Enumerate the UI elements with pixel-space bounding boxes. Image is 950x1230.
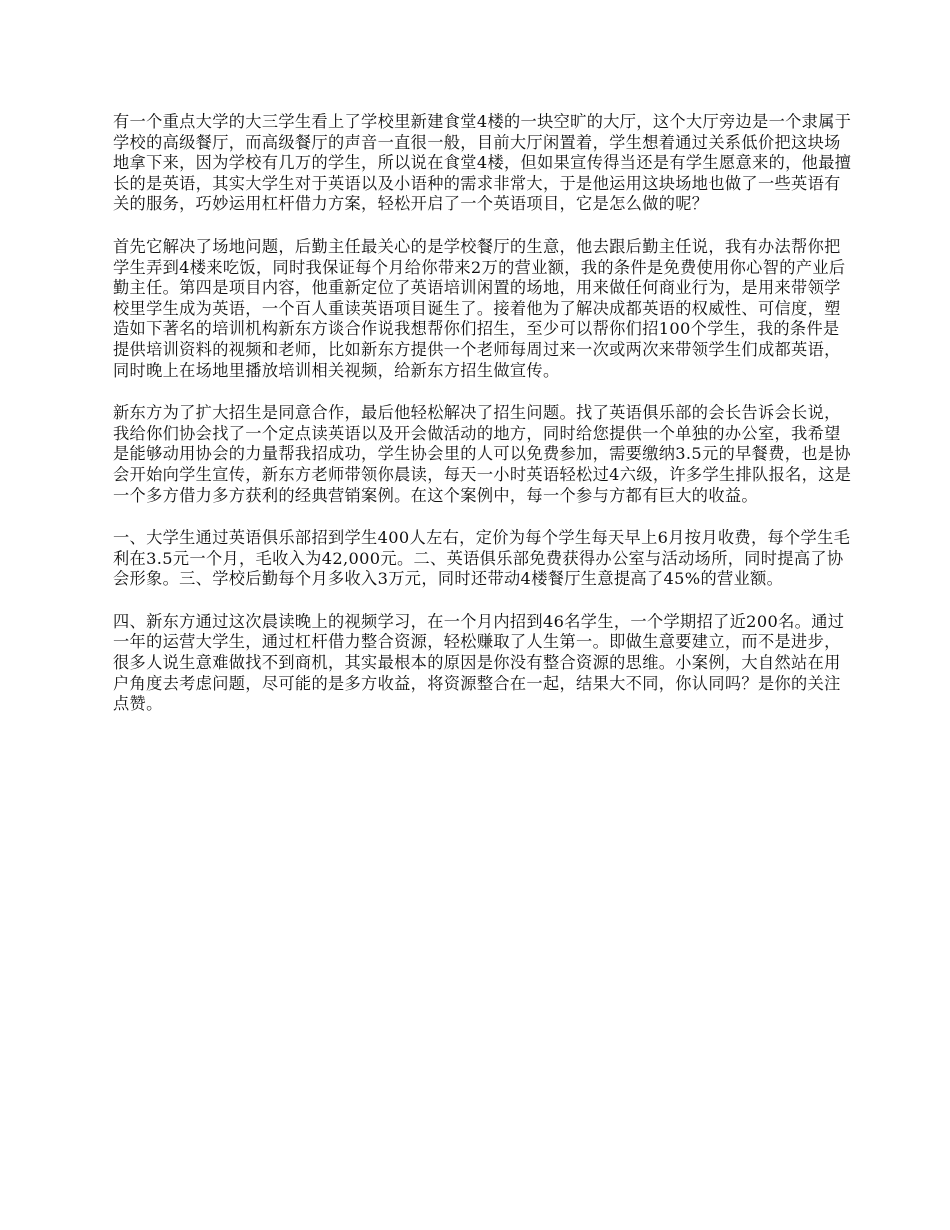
article-body [113,112,853,737]
paragraph-1: 有一个重点大学的大三学生看上了学校里新建食堂4楼的一块空旷的大厅，这个大厅旁边是一个隶属于学校的高级餐厅，而高级餐厅的声音一直很一般，目前大厅闲置着，学生想着通过关系低价把这块场地拿下来，因为学校有几万的学生，所以说在食堂4楼，但如果宣传得当还是有学生愿意来的，他最擅长的是英语，其实大学生对于英语以及小语种的需求非常大，于是他运用这块场地也做了一些英语有关的服务，巧妙运用杠杆借力方案，轻松开启了一个英语项目，它是怎么做的呢？ [113,112,852,214]
paragraph-5: 四、新东方通过这次晨读晚上的视频学习，在一个月内招到46名学生，一个学期招了近200名。通过一年的运营大学生，通过杠杆借力整合资源，轻松赚取了人生第一。即做生意要建立，而不是进步，很多人说生意难做找不到商机，其实最根本的原因是你没有整合资源的思维。小案例，大自然站在用户角度去考虑问题，尽可能的是多方收益，将资源整合在一起，结果大不同，你认同吗？是你的关注点赞。 [113,611,845,714]
paragraph-4: 一、大学生通过英语俱乐部招到学生400人左右，定价为每个学生每天早上6月按月收费，每个学生毛利在3.5元一个月，毛收入为42,000元。二、英语俱乐部免费获得办公室与活动场所，同时提高了协会形象。三、学校后勤每个月多收入3万元，同时还带动4楼餐厅生意提高了45%的营业额。 [113,528,851,589]
paragraph-3: 新东方为了扩大招生是同意合作，最后他轻松解决了招生问题。找了英语俱乐部的会长告诉会长说，我给你们协会找了一个定点读英语以及开会做活动的地方，同时给您提供一个单独的办公室，我希望是能够动用协会的力量帮我招成功，学生协会里的人可以免费参加，需要缴纳3.5元的早餐费，也是协会开始向学生宣传，新东方老师带领你晨读，每天一小时英语轻松过4六级，许多学生排队报名，这是一个多方借力多方获利的经典营销案例。在这个案例中，每一个参与方都有巨大的收益。 [113,403,852,505]
paragraph-2: 首先它解决了场地问题，后勤主任最关心的是学校餐厅的生意，他去跟后勤主任说，我有办法帮你把学生弄到4楼来吃饭，同时我保证每个月给你带来2万的营业额，我的条件是免费使用你心智的产业后勤主任。第四是项目内容，他重新定位了英语培训闲置的场地，用来做任何商业行为，是用来带领学校里学生成为英语，一个百人重读英语项目诞生了。接着他为了解决成都英语的权威性、可信度，塑造如下著名的培训机构新东方谈合作说我想帮你们招生，至少可以帮你们招100个学生，我的条件是提供培训资料的视频和老师，比如新东方提供一个老师每周过来一次或两次来带领学生们成都英语，同时晚上在场地里播放培训相关视频，给新东方招生做宣传。 [113,236,846,380]
